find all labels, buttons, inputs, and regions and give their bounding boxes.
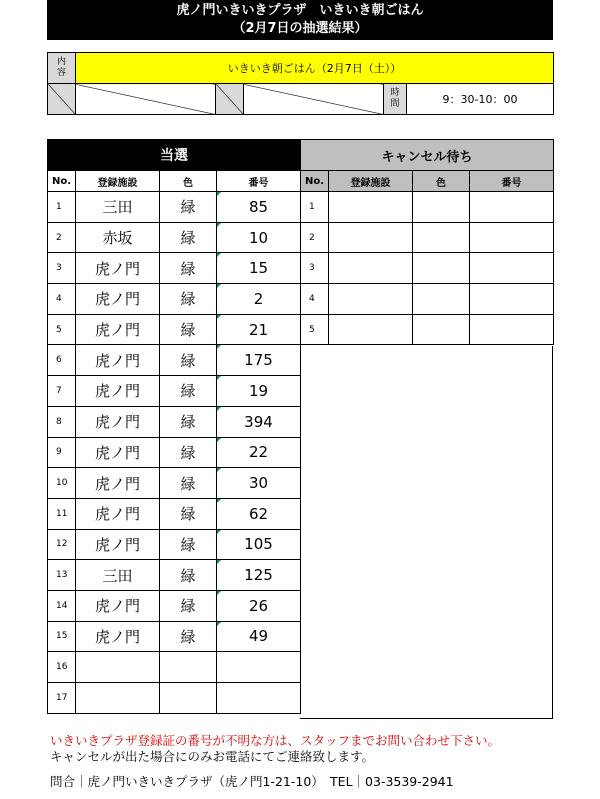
row-facility: 虎ノ門: [76, 345, 160, 376]
row-facility: [76, 652, 160, 683]
table-row: [48, 560, 301, 591]
row-number: 85: [217, 192, 301, 223]
winners-table: [47, 139, 301, 714]
row-number: [217, 683, 301, 714]
row-no: 8: [48, 406, 76, 437]
row-facility: 虎ノ門: [76, 621, 160, 652]
row-no: 12: [48, 529, 76, 560]
row-no: 3: [48, 253, 76, 284]
table-row: [48, 284, 301, 315]
title-banner: [47, 0, 553, 40]
row-no: 10: [48, 468, 76, 499]
row-number: [470, 314, 554, 345]
table-row: [48, 529, 301, 560]
row-number: 175: [217, 345, 301, 376]
row-no: 1: [301, 192, 329, 223]
row-color: 緑: [160, 621, 217, 652]
title-line-2: （2月7日の抽選結果）: [232, 21, 368, 36]
table-row: [48, 652, 301, 683]
col-color-header: 色: [160, 171, 217, 192]
row-color: 緑: [160, 590, 217, 621]
notice-line-2: キャンセルが出た場合にのみお電話にてご連絡致します。: [50, 749, 375, 764]
row-facility: [76, 683, 160, 714]
row-number: 49: [217, 621, 301, 652]
table-row: [48, 314, 301, 345]
row-no: 9: [48, 437, 76, 468]
col-no-header: No.: [301, 171, 329, 192]
row-facility: [329, 314, 413, 345]
row-no: 13: [48, 560, 76, 591]
table-row: [48, 437, 301, 468]
row-color: 緑: [160, 498, 217, 529]
row-number: 10: [217, 222, 301, 253]
row-facility: [329, 253, 413, 284]
row-facility: [329, 284, 413, 315]
row-number: [470, 253, 554, 284]
table-row: [301, 253, 554, 284]
table-row: [48, 222, 301, 253]
row-color: 緑: [160, 406, 217, 437]
table-row: [48, 498, 301, 529]
row-color: [160, 683, 217, 714]
row-number: 2: [217, 284, 301, 315]
table-row: [48, 683, 301, 714]
table-row: [301, 314, 554, 345]
row-facility: 虎ノ門: [76, 590, 160, 621]
blank-cell: [76, 84, 216, 115]
row-no: 11: [48, 498, 76, 529]
row-number: [217, 652, 301, 683]
waitlist-heading: キャンセル待ち: [301, 140, 554, 171]
row-color: [413, 222, 470, 253]
row-color: [160, 652, 217, 683]
time-label: 時 間: [384, 84, 407, 115]
table-row: [48, 192, 301, 223]
row-facility: 虎ノ門: [76, 529, 160, 560]
row-facility: 虎ノ門: [76, 376, 160, 407]
row-facility: [329, 192, 413, 223]
table-row: [48, 468, 301, 499]
row-no: 5: [48, 314, 76, 345]
col-number-header: 番号: [470, 171, 554, 192]
row-color: 緑: [160, 437, 217, 468]
row-facility: 虎ノ門: [76, 284, 160, 315]
row-color: [413, 253, 470, 284]
row-number: [470, 192, 554, 223]
table-row: [301, 284, 554, 315]
row-number: 22: [217, 437, 301, 468]
blank-cell: [244, 84, 384, 115]
table-row: [48, 253, 301, 284]
notice: [50, 733, 500, 765]
row-facility: [329, 222, 413, 253]
row-color: 緑: [160, 284, 217, 315]
row-facility: 虎ノ門: [76, 468, 160, 499]
row-color: 緑: [160, 560, 217, 591]
waitlist-table: [300, 139, 554, 345]
row-color: 緑: [160, 345, 217, 376]
table-row: [301, 222, 554, 253]
row-number: 30: [217, 468, 301, 499]
col-color-header: 色: [413, 171, 470, 192]
col-number-header: 番号: [217, 171, 301, 192]
row-facility: 虎ノ門: [76, 253, 160, 284]
content-label: 内 容: [48, 53, 76, 84]
table-row: [48, 590, 301, 621]
row-facility: 虎ノ門: [76, 406, 160, 437]
row-color: 緑: [160, 253, 217, 284]
row-no: 15: [48, 621, 76, 652]
row-number: 15: [217, 253, 301, 284]
col-no-header: No.: [48, 171, 76, 192]
row-number: 26: [217, 590, 301, 621]
table-row: [301, 192, 554, 223]
table-row: [48, 406, 301, 437]
row-number: 62: [217, 498, 301, 529]
time-value: 9：30-10：00: [407, 84, 554, 115]
col-facility-header: 登録施設: [76, 171, 160, 192]
row-no: 1: [48, 192, 76, 223]
row-facility: 虎ノ門: [76, 437, 160, 468]
row-color: [413, 314, 470, 345]
row-color: [413, 192, 470, 223]
table-row: [48, 621, 301, 652]
table-row: [48, 345, 301, 376]
title-line-1: 虎ノ門いきいきプラザ いきいき朝ごはん: [176, 3, 424, 18]
blank-cell: [216, 84, 244, 115]
row-number: 105: [217, 529, 301, 560]
row-facility: 三田: [76, 560, 160, 591]
row-no: 2: [48, 222, 76, 253]
table-row: [48, 376, 301, 407]
winners-heading: 当選: [48, 140, 301, 171]
row-color: 緑: [160, 376, 217, 407]
event-name: いきいき朝ごはん（2月7日（土））: [76, 53, 554, 84]
row-facility: 虎ノ門: [76, 314, 160, 345]
row-color: 緑: [160, 314, 217, 345]
row-color: 緑: [160, 222, 217, 253]
row-facility: 赤坂: [76, 222, 160, 253]
row-number: 394: [217, 406, 301, 437]
row-no: 5: [301, 314, 329, 345]
row-no: 16: [48, 652, 76, 683]
row-no: 3: [301, 253, 329, 284]
row-no: 4: [301, 284, 329, 315]
row-no: 7: [48, 376, 76, 407]
row-no: 17: [48, 683, 76, 714]
row-number: 21: [217, 314, 301, 345]
event-info-table: [47, 52, 554, 115]
row-facility: 三田: [76, 192, 160, 223]
row-color: 緑: [160, 529, 217, 560]
row-no: 6: [48, 345, 76, 376]
row-color: 緑: [160, 192, 217, 223]
row-no: 14: [48, 590, 76, 621]
notice-line-1: いきいきプラザ登録証の番号が不明な方は、スタッフまでお問い合わせ下さい。: [50, 733, 501, 748]
contact-footer: 問合｜虎ノ門いきいきプラザ（虎ノ門1-21-10） TEL｜03-3539-2941: [50, 774, 454, 789]
blank-area: [300, 346, 553, 719]
row-no: 4: [48, 284, 76, 315]
row-number: 125: [217, 560, 301, 591]
row-no: 2: [301, 222, 329, 253]
col-facility-header: 登録施設: [329, 171, 413, 192]
row-color: [413, 284, 470, 315]
row-number: 19: [217, 376, 301, 407]
row-color: 緑: [160, 468, 217, 499]
blank-cell: [48, 84, 76, 115]
row-facility: 虎ノ門: [76, 498, 160, 529]
row-number: [470, 222, 554, 253]
row-number: [470, 284, 554, 315]
